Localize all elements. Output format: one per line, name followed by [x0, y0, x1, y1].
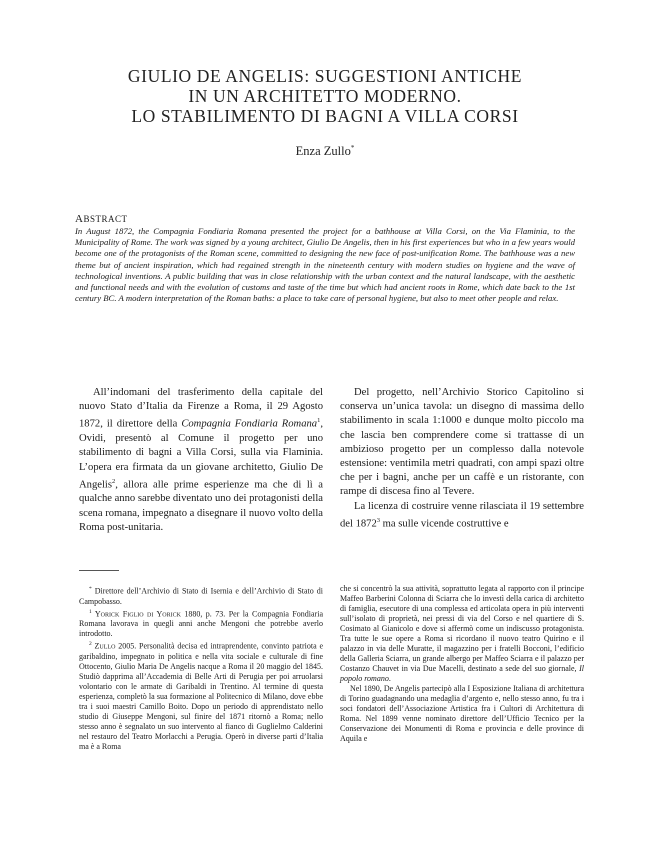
author-name: Enza Zullo [295, 144, 351, 159]
footnote-ref: 1 [317, 417, 321, 425]
abstract-heading: ABSTRACT [75, 213, 128, 225]
footnotes-right [340, 584, 584, 744]
title-line-1: GIULIO DE ANGELIS: SUGGESTIONI ANTICHE [127, 66, 523, 86]
footnote-ref: 2 [111, 477, 116, 485]
abstract-block [75, 214, 575, 304]
footnote-continuation: che si concentrò la sua attività, soprattutto legata al rapporto con il principe Maffeo Barberini Colonna di Sciarra che lo investì della carica di architetto di famiglia, esecutore di una complessa ed articolata opera in più interventi sull’isolato di proprietà, nei pressi di via del Corso e nel quartiere di S. Cosimato al Gianicolo e dove si affermò come un indiscusso protagonista. Tra tutte le sue opere a Roma si ricordano il nuovo teatro Quirino e il palazzo in via delle Muratte, il magazzino per i fratelli Bocconi, l’edificio della Galleria Sciarra, un grande albergo per Maffeo Sciarra e il palazzo per Costanzo Chauvet in via Due Macelli, destinato a sede del suo giornale, Il popolo romano. [340, 584, 584, 683]
footnote-2: $^2$ Zullo 2005. Personalità decisa ed intraprendente, convinto patriota e garibaldino, impegnato in politica e nella vita sociale e culturale di fine Ottocento, Giulio Maria De Angelis nacque a Roma il 20 maggio del 1845. Studiò dapprima all’Accademia di Belle Arti di Perugia per poi arruolarsi volontario con le armate di Garibaldi in Trentino. Al termine di questa esperienza, completò la sua formazione al Politecnico di Milano, dove ebbe tra i suoi maestri Camillo Boito. Dopo un periodo di apprendistato nello studio di Giuseppe Mengoni, sul finire del 1871 ritornò a Roma; nello stesso anno è segnalato un suo intervento al fianco di Guglielmo Calderini nel restauro del Teatro Morlacchi a Perugia. Operò in diverse parti d’Italia ma è a Roma [79, 641, 323, 751]
title-line-3: LO STABILIMENTO DI BAGNI A VILLA CORSI [131, 106, 519, 126]
footnote-paragraph: Nel 1890, De Angelis partecipò alla I Esposizione Italiana di architettura di Torino guadagnando una medaglia d’argento e, nello stesso anno, fu tra i soci fondatori dell’Associazione Artistica fra i Cultori di Architettura di Roma. Nel 1899 venne nominato direttore dell’Ufficio Tecnico per la Conservazione dei Monumenti di Roma e provincia e delle province di Aquila e [340, 684, 584, 743]
body-column-left [79, 386, 323, 535]
footnotes-left [79, 584, 323, 752]
abstract-text: In August 1872, the Compagnia Fondiaria Romana presented the project for a bathhouse at Villa Corsi, on the Via Flaminia, to the Municipality of Rome. The work was signed by a young architect, Giulio De Angelis, then in his first experiences but who in a few years would become one of the protagonists of the Roman scene, committed to designing the new face of post-unification Rome. The bathhouse was a new theme but of ancient inspiration, which had regained strength in the nineteenth century with modern studies on hygiene and the wave of technological inventions. A public building that was in close relationship with the urban context and the natural landscape, with the aesthetic and functional needs and with the evolution of customs and taste of the time but which had ancient roots in Rome, which date back to the 1st century BC. A modern interpretation of the Roman baths: a place to take care of personal hygiene, but also to meet other people and relax. [75, 226, 575, 304]
footnote-author: * Direttore dell’Archivio di Stato di Isernia e dell’Archivio di Stato di Campobasso. [79, 586, 323, 606]
footnote-divider [79, 570, 119, 571]
italic-title: Il popolo romano [340, 664, 584, 683]
footnote-1: $^1$ Yorick Figlio di Yorick 1880, p. 73. Per la Compagnia Fondiaria Romana lavorava in quegli anni anche Mengoni che potrebbe averlo introdotto. [79, 608, 323, 639]
footnote-ref: 3 [376, 516, 381, 524]
body-paragraph: Del progetto, nell’Archivio Storico Capitolino si conserva un’unica tavola: un disegno di massima dello stabilimento in scala 1:1000 e dunque molto piccolo ma che lascia ben comprendere come si trattasse di un ambizioso progetto per un complesso dalla notevole estensione: ventimila metri quadrati, con ampi spazi oltre che per i bagni, anche per un caffè e un ristorante, con rampe di discesa fino al Tevere. [340, 387, 584, 498]
title-line-2: IN UN ARCHITETTO MODERNO. [188, 86, 462, 106]
article-title [40, 66, 610, 126]
italic-term: Compagnia Fondiaria Romana [181, 418, 318, 430]
author-note-mark: * [350, 144, 355, 152]
author-line [0, 144, 650, 159]
body-column-right [340, 386, 584, 532]
body-paragraph: All’indomani del trasferimento della capitale del nuovo Stato d’Italia da Firenze a Roma, il 29 Agosto 1872, il direttore della Compagnia Fondiaria Romana$^1$, Ovidi, presentò al Comune il progetto per uno stabilimento di bagni a Villa Corsi, sulla via Flaminia. L’opera era firmata da un giovane architetto, Giulio De Angelis$^2$, allora alle prime esperienze ma che di lì a qualche anno sarebbe diventato uno dei protagonisti della scena romana, impegnato a disegnare il nuovo volto della Roma post-unitaria. [79, 387, 323, 533]
body-paragraph: La licenza di costruire venne rilasciata il 19 settembre del 1872$^3$ ma sulle vicende costruttive e [340, 500, 584, 530]
